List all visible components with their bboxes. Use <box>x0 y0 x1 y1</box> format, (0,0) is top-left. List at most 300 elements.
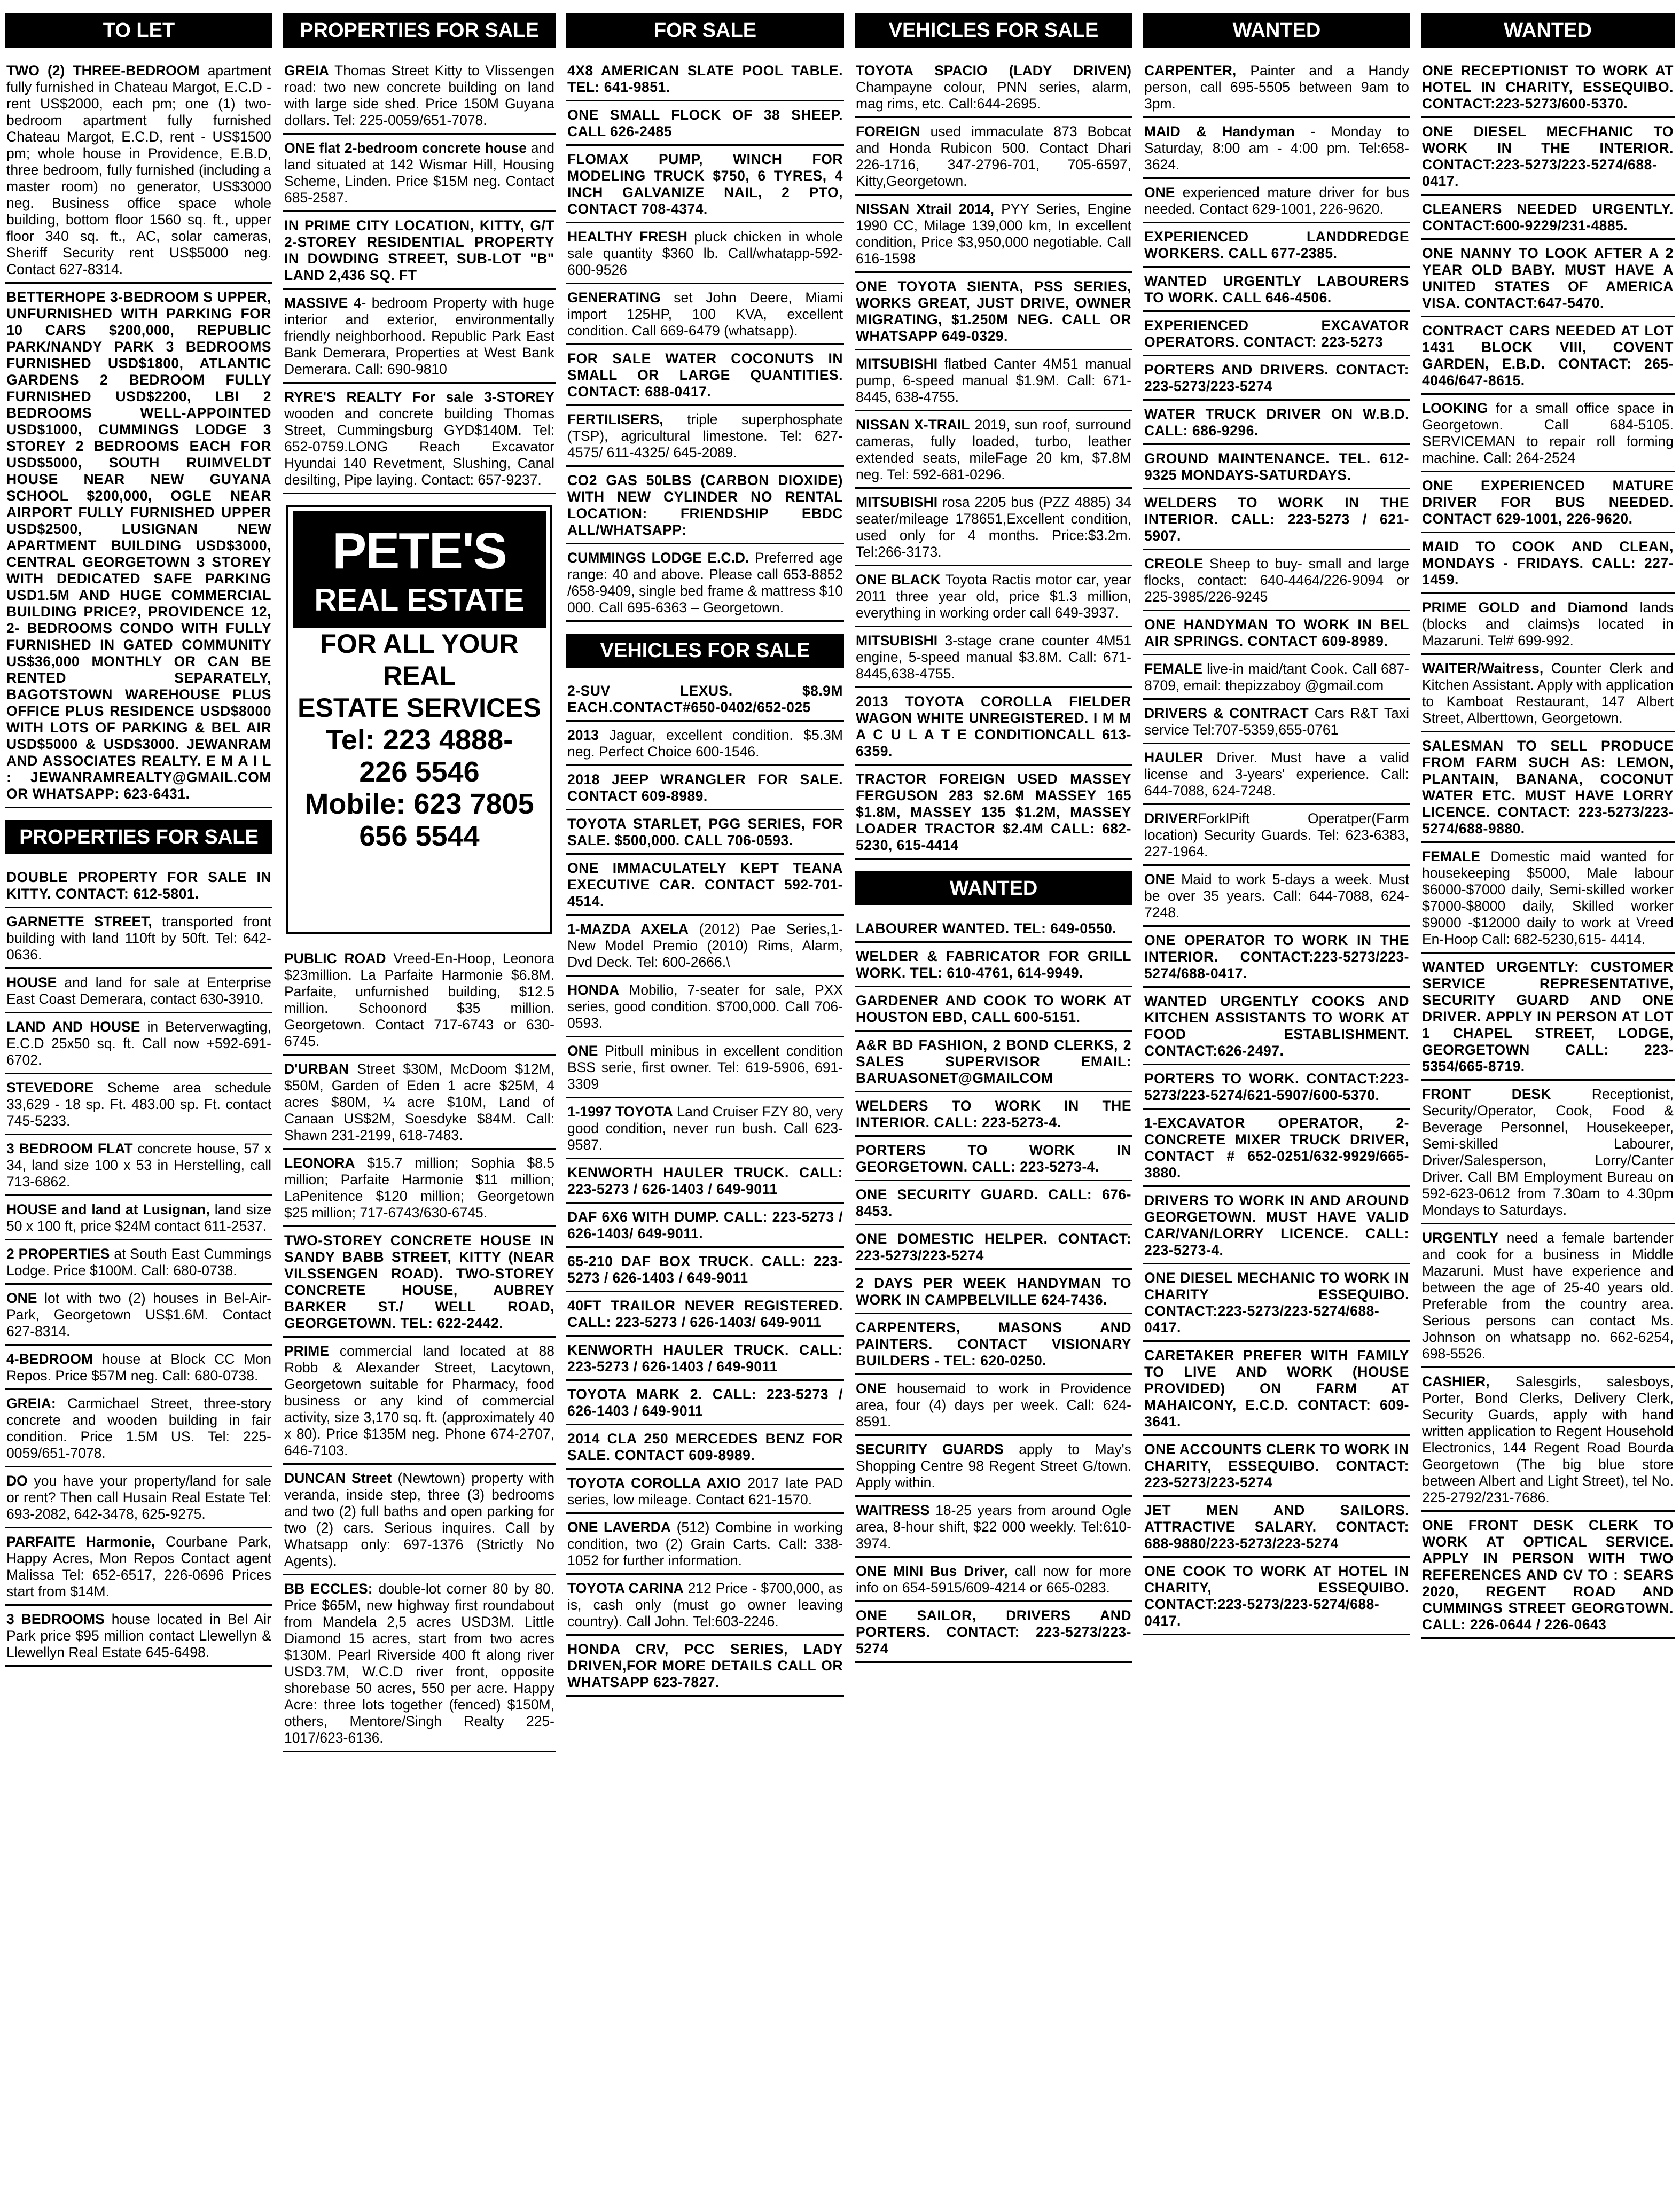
column-5 <box>1143 0 1410 2210</box>
ad-lead: GARDENER AND COOK TO WORK AT HOUSTON EBD, CALL 600-5151. <box>856 993 1131 1025</box>
ad-lead: ONE BLACK <box>856 572 941 588</box>
classified-ad <box>855 688 1132 766</box>
classified-ad <box>5 1240 272 1285</box>
ad-lead: MITSUBISHI <box>856 494 938 510</box>
classified-ad <box>566 467 844 544</box>
classified-ad <box>566 1098 844 1159</box>
classified-ad <box>566 1470 844 1514</box>
ad-body: 3-stage crane counter 4M51 engine, 5-speed manual $3.8M. Call: 671-8445,638-4755. <box>856 632 1131 682</box>
ad-lead: 65-210 DAF BOX TRUCK. CALL: 223-5273 / 626-1403 / 649-9011 <box>567 1253 843 1286</box>
classified-ad <box>566 1037 844 1098</box>
ad-lead: ONE <box>6 1290 37 1306</box>
ad-lead: TOYOTA SPACIO (LADY DRIVEN) <box>856 63 1131 79</box>
ad-body: Street $30M, McDoom $12M, $50M, Garden of Eden 1 acre $25M, 4 acres $80M, ¼ acre $10M, Land of Canaan US$2M, Soesdyke $84M. Call: Shawn 231-2199, 618-7483. <box>284 1061 554 1143</box>
ad-lead: PUBLIC ROAD <box>284 950 386 966</box>
ad-lead: JET MEN AND SAILORS. ATTRACTIVE SALARY. CONTACT: 688-9880/223-5273/223-5274 <box>1144 1502 1409 1551</box>
classified-ad <box>566 810 844 855</box>
classified-ad <box>1143 988 1410 1065</box>
ad-body: housemaid to work in Providence area, four (4) days per week. Call: 624-8591. <box>856 1380 1131 1430</box>
ad-body: flatbed Canter 4M51 manual pump, 6-speed manual $1.9M. Call: 671-8445, 638-4755. <box>856 356 1131 405</box>
logo-mobile: Mobile: 623 7805 <box>304 788 534 820</box>
ad-lead: CUMMINGS LODGE E.C.D. <box>567 550 749 566</box>
classified-ad <box>855 1270 1132 1314</box>
ad-lead: GREIA <box>284 63 329 79</box>
ad-lead: GENERATING <box>567 290 661 306</box>
classified-ad <box>1143 1187 1410 1264</box>
ad-lead: ONE COOK TO WORK AT HOTEL IN CHARITY, ESSEQUIBO. CONTACT:223-5273/223-5274/688-0417. <box>1144 1563 1409 1629</box>
ad-lead: 4X8 AMERICAN SLATE POOL TABLE. TEL: 641-9851. <box>567 63 843 95</box>
ad-body: call now for more info on 654-5915/609-4214 or 665-0283. <box>856 1563 1131 1596</box>
ad-lead: LABOURER WANTED. TEL: 649-0550. <box>856 920 1117 936</box>
ad-lead: WAITRESS <box>856 1502 930 1518</box>
ad-lead: WATER TRUCK DRIVER ON W.B.D. CALL: 686-9296. <box>1144 406 1409 439</box>
ad-lead: GARNETTE STREET, <box>6 913 152 930</box>
classified-ad <box>566 345 844 406</box>
ad-lead: ONE DOMESTIC HELPER. CONTACT: 223-5273/223-5274 <box>856 1231 1131 1263</box>
section-header: WANTED <box>855 871 1132 905</box>
classified-ad <box>283 1056 556 1150</box>
section-header: WANTED <box>1143 13 1410 48</box>
ad-body: Champayne colour, PNN series, alarm, mag rims, etc. Call:644-2695. <box>856 79 1131 112</box>
ad-lead: 3 BEDROOM FLAT <box>6 1141 133 1157</box>
ad-body: experienced mature driver for bus needed. Contact 629-1001, 226-9620. <box>1144 184 1409 217</box>
ad-body: - Monday to Saturday, 8:00 am - 4:00 pm. Tel:658-3624. <box>1144 123 1409 173</box>
classified-ad <box>1143 268 1410 312</box>
column-1 <box>5 0 272 2210</box>
ad-lead: ONE TOYOTA SIENTA, PSS SERIES, WORKS GREAT, JUST DRIVE, OWNER MIGRATING, $1.250M NEG. CALL OR WHATSAPP 649-0329. <box>856 278 1131 344</box>
classified-ad <box>855 1092 1132 1137</box>
ad-body: Preferred age range: 40 and above. Please call 653-8852 /658-9409, single bed frame & mattress $10 000. Call 695-6363 – Georgetown. <box>567 550 843 615</box>
ad-lead: FEMALE <box>1144 661 1202 677</box>
classified-ad <box>1143 445 1410 489</box>
classified-ad <box>1143 744 1410 805</box>
ad-lead: ONE ACCOUNTS CLERK TO WORK IN CHARITY, ESSEQUIBO. CONTACT: 223-5273/223-5274 <box>1144 1441 1409 1490</box>
ad-body: lot with two (2) houses in Bel-Air-Park, Georgetown US$1.6M. Contact 627-8314. <box>6 1290 271 1339</box>
ad-lead: DOUBLE PROPERTY FOR SALE IN KITTY. CONTACT: 612-5801. <box>6 869 271 902</box>
ad-lead: WANTED URGENTLY: CUSTOMER SERVICE REPRESENTATIVE, SECURITY GUARD AND ONE DRIVER. APPLY IN PERSON AT LOT 1 CHAPEL STREET, LODGE, GEORGETOWN CALL: 223-5354/665-8719. <box>1422 959 1674 1074</box>
ad-body: land size 50 x 100 ft, price $24M contact 611-2537. <box>6 1201 271 1234</box>
ad-lead: FRONT DESK <box>1422 1086 1551 1102</box>
ad-lead: 2 DAYS PER WEEK HANDYMAN TO WORK IN CAMPBELVILLE 624-7436. <box>856 1275 1131 1308</box>
classified-ad <box>566 1381 844 1425</box>
logo-mobile-2: 656 5544 <box>359 820 480 852</box>
ad-lead: DRIVERS TO WORK IN AND AROUND GEORGETOWN. MUST HAVE VALID CAR/VAN/LORRY LICENCE. CALL: 223-5273-4. <box>1144 1192 1409 1258</box>
ad-body: Thomas Street Kitty to Vlissengen road: two new concrete building on land with large side shed. Price 150M Guyana dollars. Tel: 225-0059/651-7078. <box>284 63 554 128</box>
ad-lead: NISSAN Xtrail 2014, <box>856 201 995 217</box>
ad-lead: SALESMAN TO SELL PRODUCE FROM FARM SUCH AS: LEMON, PLANTAIN, BANANA, COCONUT WATER ETC. MUST HAVE LORRY LICENCE. CONTACT: 223-5273/223-5274/688-9880. <box>1422 738 1674 837</box>
ad-lead: FERTILISERS, <box>567 411 663 427</box>
ad-lead: WELDERS TO WORK IN THE INTERIOR. CALL: 223-5273 / 621-5907. <box>1144 495 1409 544</box>
classified-ad <box>855 273 1132 350</box>
classified-ad <box>855 1497 1132 1558</box>
ad-body: triple superphosphate (TSP), agricultural limestone. Tel: 627-4575/ 611-4325/ 645-2089. <box>567 411 843 460</box>
ad-body: 4- bedroom Property with huge interior and exterior, environmentally friendly neighborhood. Republic Park East Bank Demerara, Properties at West Bank Demerara. Call: 690-9810 <box>284 295 554 377</box>
ad-body: set John Deere, Miami import 125HP, 100 KVA, excellent condition. Call 669-6479 (whatsapp). <box>567 290 843 339</box>
ad-lead: PORTERS TO WORK IN GEORGETOWN. CALL: 223-5273-4. <box>856 1142 1131 1175</box>
classified-ad <box>855 943 1132 987</box>
ad-lead: 40FT TRAILOR NEVER REGISTERED. CALL: 223-5273 / 626-1403/ 649-9011 <box>567 1298 843 1330</box>
classified-ad <box>283 945 556 1056</box>
ad-lead: 2014 CLA 250 MERCEDES BENZ FOR SALE. CONTACT 609-8989. <box>567 1431 843 1463</box>
classified-ad <box>855 57 1132 118</box>
classified-ad <box>1143 223 1410 268</box>
ad-lead: HOUSE <box>6 974 57 990</box>
ad-body: 18-25 years from around Ogle area, 8-hour shift, $22 000 weekly. Tel:610-3974. <box>856 1502 1131 1551</box>
ad-lead: WANTED URGENTLY LABOURERS TO WORK. CALL 646-4506. <box>1144 273 1409 306</box>
ad-body: in Beterverwagting, E.C.D 25x50 sq. ft. Call now +592-691-6702. <box>6 1019 271 1068</box>
classified-ad <box>566 1575 844 1636</box>
ad-body: Courbane Park, Happy Acres, Mon Repos Contact agent Malissa Tel: 652-6517, 226-0696 Prices start from $14M. <box>6 1534 271 1599</box>
ad-body: concrete house, 57 x 34, land size 100 x 53 in Herstelling, call 713-6862. <box>6 1141 271 1190</box>
classified-ad <box>855 118 1132 196</box>
classified-ad <box>1143 1110 1410 1187</box>
ad-lead: DAF 6X6 WITH DUMP. CALL: 223-5273 / 626-1403/ 649-9011. <box>567 1209 843 1241</box>
section-header: VEHICLES FOR SALE <box>566 634 844 668</box>
classified-ad <box>283 1575 556 1752</box>
section-header: WANTED <box>1421 13 1675 48</box>
ad-body: Maid to work 5-days a week. Must be over 35 years. Call: 644-7088, 624-7248. <box>1144 871 1409 920</box>
classified-ad <box>566 1425 844 1470</box>
classified-ad <box>283 1338 556 1465</box>
ad-lead: GREIA: <box>6 1395 56 1411</box>
classified-ad <box>566 916 844 977</box>
classified-ad <box>1421 317 1675 395</box>
classified-ad <box>566 544 844 622</box>
ad-lead: ONE NANNY TO LOOK AFTER A 2 YEAR OLD BABY. MUST HAVE A UNITED STATES OF AMERICA VISA. CONTACT:647-5470. <box>1422 245 1674 311</box>
classified-ad <box>566 146 844 223</box>
ad-lead: 4-BEDROOM <box>6 1351 93 1367</box>
classified-ad <box>1421 655 1675 732</box>
ad-lead: ONE FRONT DESK CLERK TO WORK AT OPTICAL SERVICE. APPLY IN PERSON WITH TWO REFERENCES AND CV TO : SEARS 2020, REGENT ROAD AND CUMMINGS STREET GEORGTOWN. CALL: 226-0644 / 226-0643 <box>1422 1517 1674 1633</box>
classified-ad <box>1421 732 1675 843</box>
ad-lead: 1-EXCAVATOR OPERATOR, 2- CONCRETE MIXER TRUCK DRIVER, CONTACT # 652-0251/632-9929/665-3880. <box>1144 1115 1409 1181</box>
ad-body: $15.7 million; Sophia $8.5 million; Parfaite Harmonie $11 million; LaPenitence $120 million; Georgetown $25 million; 717-6743/630-6745. <box>284 1155 554 1221</box>
classified-ad <box>855 1558 1132 1602</box>
ad-lead: BB ECCLES: <box>284 1581 373 1597</box>
classified-ad <box>1421 843 1675 954</box>
ad-lead: ONE IMMACULATELY KEPT TEANA EXECUTIVE CAR. CONTACT 592-701-4514. <box>567 860 843 909</box>
ad-lead: ONE flat 2-bedroom concrete house <box>284 140 527 156</box>
ad-lead: 2013 TOYOTA COROLLA FIELDER WAGON WHITE UNREGISTERED. I M M A C U L A T E CONDITIONCALL 613-6359. <box>856 693 1131 759</box>
classified-ad <box>1421 1081 1675 1224</box>
ad-lead: KENWORTH HAULER TRUCK. CALL: 223-5273 / 626-1403 / 649-9011 <box>567 1165 843 1197</box>
classified-ad <box>855 627 1132 688</box>
ad-lead: CREOLE <box>1144 556 1204 572</box>
ad-lead: 3 BEDROOMS <box>6 1611 105 1627</box>
ad-body: apply to May's Shopping Centre 98 Regent Street G/town. Apply within. <box>856 1441 1131 1490</box>
ad-body: you have your property/land for sale or rent? Then call Husain Real Estate Tel: 693-2082, 642-3478, 625-9275. <box>6 1473 271 1522</box>
ad-lead: FEMALE <box>1422 848 1480 864</box>
ad-body: PYY Series, Engine 1990 CC, Milage 139,000 km, In excellent condition, Price $3,950,000 negotiable. Call 616-1598 <box>856 201 1131 267</box>
ad-lead: CARPENTERS, MASONS AND PAINTERS. CONTACT VISIONARY BUILDERS - TEL: 620-0250. <box>856 1319 1131 1369</box>
ad-lead: 1-1997 TOYOTA <box>567 1104 673 1120</box>
ad-lead: TWO-STOREY CONCRETE HOUSE IN SANDY BABB STREET, KITTY (NEAR VILSSENGEN ROAD). TWO-STOREY CONCRETE HOUSE, AUBREY BARKER ST./ WELL ROAD, GEORGETOWN. TEL: 622-2442. <box>284 1232 554 1331</box>
column-3 <box>566 0 844 2210</box>
ad-lead: MAID TO COOK AND CLEAN, MONDAYS - FRIDAYS. CALL: 227-1459. <box>1422 538 1674 588</box>
classified-ad <box>855 766 1132 860</box>
ad-lead: IN PRIME CITY LOCATION, KITTY, G/T 2-STOREY RESIDENTIAL PROPERTY IN DOWDING STREET, SUB-LOT "B" LAND 2,436 SQ. FT <box>284 217 554 283</box>
ad-lead: GROUND MAINTENANCE. TEL. 612-9325 MONDAYS-SATURDAYS. <box>1144 450 1409 483</box>
ad-body: for a small office space in Georgetown. Call 684-5105. SERVICEMAN to repair roll forming machine. Call: 264-2524 <box>1422 400 1674 466</box>
classified-ad <box>566 1514 844 1575</box>
ad-body: Land Cruiser FZY 80, very good condition, never run bush. Call 623-9587. <box>567 1104 843 1153</box>
ad-body: double-lot corner 80 by 80. Price $65M, new highway first roundabout from Mandela 2,5 acres USD3M. Little Diamond 15 acres, start from two acres $130M. Pearl Riverside 400 ft along river USD3.7M, W.C.D river front, opposite shorebase 50 acres, 550 per acre. Happy Acre: three lots together (fenced) $150M, others, Mentore/Singh Realty 225-1017/623-6136. <box>284 1581 555 1746</box>
classified-ad <box>1143 489 1410 550</box>
classified-ad <box>1421 1512 1675 1639</box>
classified-ad <box>1421 118 1675 196</box>
classified-ad <box>5 908 272 969</box>
ad-lead: ONE LAVERDA <box>567 1519 671 1535</box>
classified-ad <box>283 135 556 212</box>
classified-ad <box>855 489 1132 566</box>
ad-lead: ONE SAILOR, DRIVERS AND PORTERS. CONTACT: 223-5273/223-5274 <box>856 1607 1131 1657</box>
ad-lead: PORTERS TO WORK. CONTACT:223-5273/223-5274/621-5907/600-5370. <box>1144 1071 1409 1103</box>
ad-lead: DUNCAN Street <box>284 1470 392 1486</box>
ad-lead: 1-MAZDA AXELA <box>567 921 689 937</box>
ad-lead: 2018 JEEP WRANGLER FOR SALE. CONTACT 609-8989. <box>567 771 843 804</box>
ad-body: Cars R&T Taxi service Tel:707-5359,655-0761 <box>1144 705 1409 738</box>
classified-ad <box>5 1346 272 1390</box>
ad-lead: PRIME GOLD and Diamond <box>1422 599 1628 615</box>
ad-body: Driver. Must have a valid license and 3-years' experience. Call: 644-7088, 624-7248. <box>1144 749 1409 799</box>
ad-lead: MASSIVE <box>284 295 348 311</box>
classified-ad <box>1143 1558 1410 1635</box>
logo-subtitle: REAL ESTATE <box>293 583 546 628</box>
ad-lead: ONE OPERATOR TO WORK IN THE INTERIOR. CONTACT:223-5273/223-5274/688-0417. <box>1144 932 1409 981</box>
ad-lead: FLOMAX PUMP, WINCH FOR MODELING TRUCK $750, 6 TYRES, 4 INCH GALVANIZE NAIL, 2 PTO, CONTACT 708-4374. <box>567 151 843 217</box>
classified-ad <box>566 766 844 810</box>
classified-ad <box>1143 1065 1410 1110</box>
ad-lead: TOYOTA STARLET, PGG SERIES, FOR SALE. $500,000. CALL 706-0593. <box>567 816 843 848</box>
ad-body: 2017 late PAD series, low mileage. Contact 621-1570. <box>567 1475 843 1508</box>
ad-body: house at Block CC Mon Repos. Price $57M neg. Call: 680-0738. <box>6 1351 271 1384</box>
ad-lead: TRACTOR FOREIGN USED MASSEY FERGUSON 283 $2.6M MASSEY 165 $1.8M, MASSEY 135 $1.2M, MASSEY LOADER TRACTOR $2.4M CALL: 682-5230, 615-4414 <box>856 771 1131 853</box>
classified-ad <box>5 1196 272 1240</box>
ad-lead: MITSUBISHI <box>856 356 938 372</box>
section-header: VEHICLES FOR SALE <box>855 13 1132 48</box>
ad-lead: ONE SECURITY GUARD. CALL: 676-8453. <box>856 1186 1131 1219</box>
classified-ad <box>1143 1264 1410 1342</box>
classified-ad <box>1143 356 1410 401</box>
classified-ad <box>1143 57 1410 118</box>
classified-ad <box>1421 1224 1675 1368</box>
classified-ad <box>5 864 272 908</box>
classified-ad <box>1421 1368 1675 1512</box>
logo-tagline-1: FOR ALL YOUR REAL <box>320 629 519 691</box>
ad-body: transported front building with land 110ft by 50ft. Tel: 642-0636. <box>6 913 271 963</box>
ad-lead: ONE SMALL FLOCK OF 38 SHEEP. CALL 626-2485 <box>567 107 843 139</box>
ad-lead: WELDER & FABRICATOR FOR GRILL WORK. TEL: 610-4761, 614-9949. <box>856 948 1131 981</box>
ad-lead: STEVEDORE <box>6 1080 94 1096</box>
ad-body: Toyota Ractis motor car, year 2011 three year old, price $1.3 million, everything in working order call 649-3937. <box>856 572 1131 621</box>
classified-ad <box>283 57 556 135</box>
ad-body: (512) Combine in working condition, two (2) Grain Carts. Call: 338-1052 for further information. <box>567 1519 843 1568</box>
classified-ad <box>5 1013 272 1074</box>
ad-lead: ONE <box>567 1043 598 1059</box>
classified-ad <box>855 1375 1132 1436</box>
ad-lead: RYRE'S REALTY For sale 3-STOREY <box>284 389 554 405</box>
ad-lead: BETTERHOPE 3-BEDROOM S UPPER, UNFURNISHED WITH PARKING FOR 10 CARS $200,000, REPUBLIC PARK/NANDY PARK 3 BEDROOMS FURNISHED USD$1800, ATLANTIC GARDENS 2 BEDROOM FULLY FURNISHED USD$2200, LBI 2 BEDROOMS WELL-APPOINTED USD$1000, CUMMINGS LODGE 3 STOREY 2 BEDROOMS EACH FOR USD$5000, SOUTH RUIMVELDT HOUSE NEAR NEW GUYANA SCHOOL $200,000, OGLE NEAR AIRPORT FULLY FURNISHED UPPER USD$2500, LUSIGNAN NEW APARTMENT BUILDING USD$3000, CENTRAL GEORGETOWN 3 STOREY WITH DEDICATED SAFE PARKING USD1.5M AND HUGE COMMERCIAL BUILDING PRICE?, PROVIDENCE 12, 2- BEDROOMS CONDO WITH FULLY FURNISHED IN GATED COMMUNITY US$36,000 MONTHLY OR CAN BE RENTED SEPARATELY, BAGOTSTOWN WAREHOUSE PLUS OFFICE PLUS RESIDENCE USD$8000 WITH LOTS OF PARKING & BEL AIR USD$5000 & USD$3000. JEWANRAM AND ASSOCIATES REALTY. E M A I L : JEWANRAMREALTY@GMAIL.COM OR WHATSAPP: 623-6431. <box>6 289 271 802</box>
classified-ad <box>855 1225 1132 1270</box>
ad-lead: CASHIER, <box>1422 1373 1490 1389</box>
classified-ad <box>855 987 1132 1032</box>
classified-ad <box>855 1181 1132 1225</box>
classified-ad <box>855 1436 1132 1497</box>
ad-lead: TWO (2) THREE-BEDROOM <box>6 63 200 79</box>
ad-lead: EXPERIENCED LANDDREDGE WORKERS. CALL 677-2385. <box>1144 229 1409 261</box>
ad-body: Mobilio, 7-seater for sale, PXX series, good condition. $700,000. Call 706-0593. <box>567 982 843 1031</box>
ad-body: Sheep to buy- small and large flocks, contact: 640-4464/226-9094 or 225-3985/226-9245 <box>1144 556 1409 605</box>
classified-ad <box>5 284 272 808</box>
classified-ad <box>566 1337 844 1381</box>
ad-lead: DRIVER <box>1144 810 1198 826</box>
ad-body: and land for sale at Enterprise East Coast Demerara, contact 630-3910. <box>6 974 271 1007</box>
ad-body: and land situated at 142 Wismar Hill, Housing Scheme, Linden. Price $15M neg. Contact 685-2587. <box>284 140 555 206</box>
classified-ad <box>1421 954 1675 1081</box>
ad-lead: TOYOTA CARINA <box>567 1580 684 1596</box>
classified-ad <box>566 1636 844 1697</box>
ad-lead: FOR SALE WATER COCONUTS IN SMALL OR LARGE QUANTITIES. CONTACT: 688-0417. <box>567 350 843 400</box>
classified-ad <box>5 1135 272 1196</box>
classified-ad <box>566 1159 844 1204</box>
ad-body: Painter and a Handy person, call 695-5505 between 9am to 3pm. <box>1144 63 1409 112</box>
classified-ad <box>1421 395 1675 472</box>
column-4 <box>855 0 1132 2210</box>
classified-ad <box>283 1465 556 1575</box>
classified-ad <box>855 350 1132 411</box>
classified-ad <box>566 1204 844 1248</box>
classified-ad <box>1143 927 1410 988</box>
ad-body: Carmichael Street, three-story concrete and wooden building in fair condition. Price 1.5M US. Tel: 225-0059/651-7078. <box>6 1395 271 1461</box>
ad-body: rosa 2205 bus (PZZ 4885) 34 seater/mileage 178651,Excellent condition, used only for 4 months. Price:$3.2m. Tel:266-3173. <box>856 494 1131 560</box>
column-2 <box>283 0 556 2210</box>
classified-ad <box>566 406 844 467</box>
classified-ad <box>5 1606 272 1667</box>
classified-ad <box>1421 240 1675 317</box>
ad-lead: LEONORA <box>284 1155 355 1171</box>
ad-body: 2019, sun roof, surround cameras, fully loaded, turbo, leather extended seats, mileFage 20 km, $7.8M neg. Tel: 592-681-0296. <box>856 417 1131 482</box>
ad-lead: ONE MINI Bus Driver, <box>856 1563 1008 1579</box>
classified-ad <box>283 1150 556 1227</box>
logo-telephone-2: 226 5546 <box>359 756 480 788</box>
ad-lead: NISSAN X-TRAIL <box>856 417 970 433</box>
section-header: TO LET <box>5 13 272 48</box>
classified-ad <box>283 384 556 494</box>
classified-ad <box>855 196 1132 273</box>
classified-ad <box>1421 594 1675 655</box>
classified-ad <box>1421 57 1675 118</box>
classified-ad <box>566 284 844 345</box>
ad-body: house located in Bel Air Park price $95 million contact Llewellyn & Llewellyn Real Estate 645-6498. <box>6 1611 271 1660</box>
classified-ad <box>855 1137 1132 1181</box>
ad-lead: DRIVERS & CONTRACT <box>1144 705 1309 721</box>
classified-ad <box>1143 118 1410 179</box>
classified-ad <box>1143 1436 1410 1497</box>
ad-lead: ONE DIESEL MECFHANIC TO WORK IN THE INTERIOR. CONTACT:223-5273/223-5274/688-0417. <box>1422 123 1674 189</box>
classified-ad <box>566 1248 844 1292</box>
classified-ad <box>566 57 844 101</box>
ad-lead: CO2 GAS 50LBS (CARBON DIOXIDE) WITH NEW CYLINDER NO RENTAL LOCATION: FRIENDSHIP EBDC ALL/WHATSAPP: <box>567 472 843 538</box>
ad-lead: CARPENTER, <box>1144 63 1237 79</box>
ad-lead: ONE HANDYMAN TO WORK IN BEL AIR SPRINGS. CONTACT 609-8989. <box>1144 616 1409 649</box>
classified-ad <box>283 1227 556 1338</box>
ad-lead: ONE EXPERIENCED MATURE DRIVER FOR BUS NEEDED. CONTACT 629-1001, 226-9620. <box>1422 478 1674 527</box>
ad-lead: URGENTLY <box>1422 1230 1499 1246</box>
ad-lead: MAID & Handyman <box>1144 123 1295 139</box>
classified-ad <box>1143 1497 1410 1558</box>
ad-body: Receptionist, Security/Operator, Cook, Food & Beverage Personnel, Housekeeper, Semi-skilled Labourer, Driver/Salesperson, Lorry/Canter Driver. Call BM Employment Bureau on 592-623-0612 from 7.30am to 4.30pm Mondays to Saturdays. <box>1422 1086 1674 1218</box>
ad-lead: WELDERS TO WORK IN THE INTERIOR. CALL: 223-5273-4. <box>856 1098 1131 1130</box>
classified-ad <box>855 1032 1132 1092</box>
ad-lead: CONTRACT CARS NEEDED AT LOT 1431 BLOCK VIII, COVENT GARDEN, E.B.D. CONTACT: 265-4046/647-8615. <box>1422 323 1674 388</box>
ad-lead: SECURITY GUARDS <box>856 1441 1004 1457</box>
ad-lead: PRIME <box>284 1343 329 1359</box>
classified-ad <box>1143 611 1410 655</box>
classified-ad <box>566 1292 844 1337</box>
ad-lead: HAULER <box>1144 749 1204 766</box>
classified-ad <box>283 290 556 384</box>
ad-lead: MITSUBISHI <box>856 632 938 649</box>
ad-body: (Newtown) property with veranda, inside step, three (3) bedrooms and two (2) full baths and open parking for two (2) cars. Serious inquires. Call by Whatsapp only: 697-1376 (Strictly No Agents). <box>284 1470 554 1569</box>
ad-lead: HONDA CRV, PCC SERIES, LADY DRIVEN,FOR MORE DETAILS CALL OR WHATSAPP 623-7827. <box>567 1641 843 1690</box>
ad-lead: WANTED URGENTLY COOKS AND KITCHEN ASSISTANTS TO WORK AT FOOD ESTABLISHMENT. CONTACT:626-2497. <box>1144 993 1409 1059</box>
ad-lead: CARETAKER PREFER WITH FAMILY TO LIVE AND WORK (HOUSE PROVIDED) ON FARM AT MAHAICONY, E.C.D. CONTACT: 609-3641. <box>1144 1347 1409 1430</box>
logo-telephone: Tel: 223 4888- <box>325 724 513 756</box>
classified-ad <box>566 855 844 916</box>
ad-lead: WAITER/Waitress, <box>1422 660 1544 676</box>
ad-lead: CLEANERS NEEDED URGENTLY. CONTACT:600-9229/231-4885. <box>1422 201 1674 233</box>
classified-ad <box>1143 866 1410 927</box>
classified-ad <box>1143 179 1410 223</box>
ad-lead: DO <box>6 1473 28 1489</box>
classified-ad <box>1143 700 1410 744</box>
ad-body: commercial land located at 88 Robb & Alexander Street, Lacytown, Georgetown suitable for Pharmacy, food business or any kind of commercial activity, size 3,170 sq. ft. (approximately 40 x 80). Price $135M neg. Phone 674-2707, 646-7103. <box>284 1343 554 1458</box>
ad-lead: TOYOTA COROLLA AXIO <box>567 1475 741 1491</box>
ad-body: live-in maid/tant Cook. Call 687-8709, email: thepizzaboy @gmail.com <box>1144 661 1409 693</box>
ad-lead: 2-SUV LEXUS. $8.9M EACH.CONTACT#650-0402/652-025 <box>567 683 843 715</box>
classified-ad <box>1421 196 1675 240</box>
classified-ad <box>5 1390 272 1467</box>
ad-lead: EXPERIENCED EXCAVATOR OPERATORS. CONTACT: 223-5273 <box>1144 317 1409 350</box>
ad-lead: A&R BD FASHION, 2 BOND CLERKS, 2 SALES SUPERVISOR EMAIL: BARUASONET@GMAILCOM <box>856 1037 1131 1086</box>
classified-ad <box>566 977 844 1037</box>
classified-ad <box>855 411 1132 489</box>
ad-body: Vreed-En-Hoop, Leonora $23million. La Parfaite Harmonie $6.8M. Parfaite, unfurnished building, $12.5 million. Schoonord $35 million. Georgetown. Contact 717-6743 or 630-6745. <box>284 950 554 1049</box>
classified-ad <box>566 101 844 146</box>
ad-lead: D'URBAN <box>284 1061 349 1077</box>
ad-body: used immaculate 873 Bobcat and Honda Rubicon 500. Contact Dhari 226-1716, 347-2796-701, 705-6597, Kitty,Georgetown. <box>856 123 1131 189</box>
ad-body: Counter Clerk and Kitchen Assistant. Apply with application to Kamboat Restaurant, 147 Albert Street, Alberttown, Georgetown. <box>1422 660 1674 726</box>
classified-ad <box>566 223 844 284</box>
section-header: PROPERTIES FOR SALE <box>283 13 556 48</box>
classified-ad <box>855 1314 1132 1375</box>
classified-ad <box>1143 805 1410 866</box>
ad-lead: HOUSE and land at Lusignan, <box>6 1201 210 1217</box>
ad-body: apartment fully furnished in Chateau Margot, E.C.D - rent US$2000, each pm; one (1) two-bedroom apartment fully furnished Chateau Margot, E.C.D, rent - US$1500 pm; whole house in Providence, E.B.D, three bedroom, fully furnished (including a master room) no generator, US$3000 neg. Business office space whole building, bottom floor 1560 sq. ft., upper floor 340 sq. ft., AC, solar cameras, Sheriff Security rent US$5000 neg. Contact 627-8314. <box>6 63 271 277</box>
ad-body: Jaguar, excellent condition. $5.3M neg. Perfect Choice 600-1546. <box>567 727 843 760</box>
classified-ad <box>5 1528 272 1606</box>
logo-title: PETE'S <box>293 511 546 583</box>
classified-ad <box>1421 533 1675 594</box>
classified-ad <box>5 969 272 1013</box>
classified-ad <box>1143 1342 1410 1436</box>
ad-lead: ONE <box>856 1380 887 1396</box>
classified-ad <box>283 212 556 290</box>
logo-tagline-2: ESTATE SERVICES <box>298 693 541 723</box>
ad-lead: 2013 <box>567 727 599 743</box>
ad-body: Domestic maid wanted for housekeeping $5000, Male labour $6000-$7000 daily, Semi-skilled worker $7000-$8000 daily, Skilled worker $9000 -$12000 daily to work at Vreed En-Hoop Call: 682-5230,615- 4414. <box>1422 848 1674 947</box>
ad-body: 212 Price - $700,000, as is, cash only (must go owner leaving country). Call John. Tel:603-2246. <box>567 1580 843 1629</box>
